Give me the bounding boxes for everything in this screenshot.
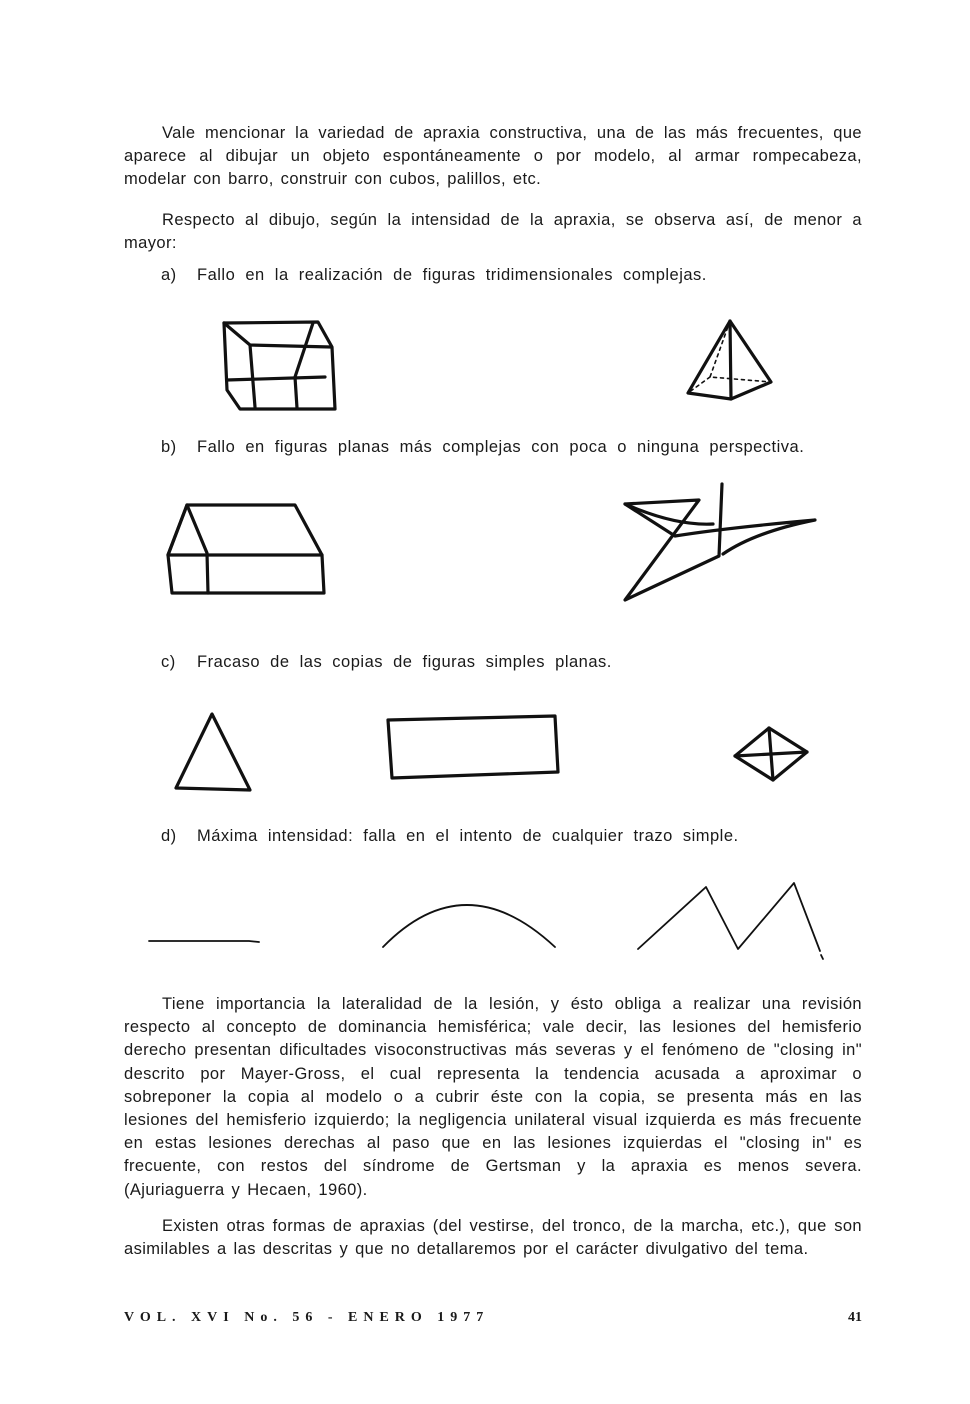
list-marker-c: c) (161, 653, 176, 671)
journal-citation: VOL. XVI No. 56 - ENERO 1977 (124, 1310, 490, 1325)
list-marker-d: d) (161, 827, 177, 845)
star-drawing (615, 476, 825, 608)
triangle-drawing (168, 706, 258, 796)
arc-drawing (375, 885, 565, 955)
paragraph-intro-text: Vale mencionar la variedad de apraxia constructiva, una de las más frecuentes, que aparece al dibujar un objeto espontáneamente o por modelo, al armar rompecabeza, modelar con barro, construir con cubos, palillos, etc. (124, 124, 862, 189)
paragraph-respecto (124, 209, 862, 255)
house-drawing (160, 493, 335, 603)
list-item-b (161, 438, 861, 457)
list-text-b: Fallo en figuras planas más complejas con poca o ninguna perspectiva. (197, 438, 805, 456)
list-item-c (161, 653, 861, 672)
paragraph-tiene (124, 993, 862, 1202)
diamond-drawing (725, 720, 815, 790)
paragraph-existen (124, 1215, 862, 1261)
list-text-a: Fallo en la realización de figuras tridimensionales complejas. (197, 266, 707, 284)
paragraph-existen-text: Existen otras formas de apraxias (del vestirse, del tronco, de la marcha, etc.), que son asimilables a las descritas y que no detallaremos por el carácter divulgativo del tema. (124, 1217, 862, 1259)
zigzag-drawing (630, 875, 835, 965)
paragraph-intro (124, 122, 862, 192)
paragraph-tiene-text: Tiene importancia la lateralidad de la lesión, y ésto obliga a realizar una revisión respecto al concepto de dominancia hemisférica; vale decir, las lesiones del hemisferio derecho presentan dificultades visoconstructivas más severas y el fenómeno de "closing in" descrito por Mayer-Gross, el cual representa la tendencia acusada a aproximar o sobreponer la copia al modelo o a cubrir éste con la copia, se presenta más en las lesiones del hemisferio izquierdo; la negligencia unilateral visual izquierda es más frecuente en estas lesiones derechas al paso que en las lesiones izquierdas el "closing in" es frecuente, con restos del síndrome de Gertsman y la apraxia es menos severa. (Ajuriaguerra y Hecaen, 1960). (124, 995, 862, 1199)
list-text-d: Máxima intensidad: falla en el intento de cualquier trazo simple. (197, 827, 739, 845)
list-marker-a: a) (161, 266, 177, 284)
list-item-a (161, 266, 861, 285)
straight-line-drawing (145, 930, 265, 950)
pyramid-drawing (683, 315, 778, 405)
list-text-c: Fracaso de las copias de figuras simples planas. (197, 653, 612, 671)
page-footer (124, 1310, 862, 1326)
paragraph-respecto-text: Respecto al dibujo, según la intensidad de la apraxia, se observa así, de menor a mayor: (124, 211, 862, 253)
page-number: 41 (848, 1310, 862, 1325)
list-marker-b: b) (161, 438, 177, 456)
rectangle-drawing (380, 710, 565, 785)
list-item-d (161, 827, 861, 846)
cube-drawing (215, 315, 345, 415)
